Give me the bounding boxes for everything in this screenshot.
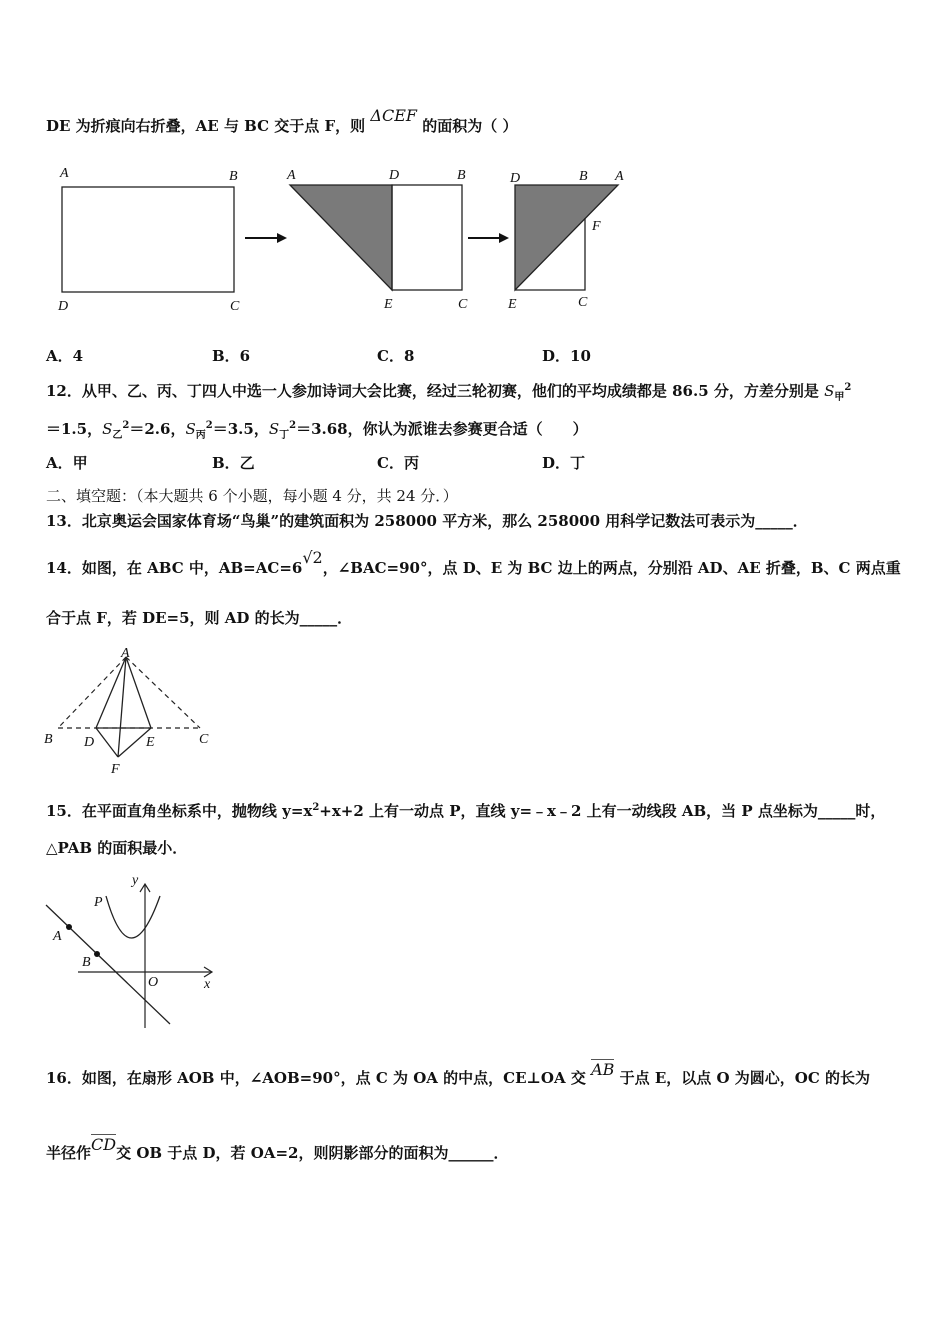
r1-label-d: D <box>58 299 69 314</box>
q12-option-b[interactable]: B．乙 <box>212 454 255 472</box>
q14-part-2: ，∠BAC=90°，点 D、E 为 BC 边上的两点，分别沿 AD、AE 折叠，B、C 两点重 <box>322 559 901 577</box>
q12-sq-yi: 2 <box>122 420 130 431</box>
q15-sup-2: 2 <box>312 802 320 813</box>
q15-label-b: B <box>82 955 91 970</box>
q14-label-c: C <box>199 732 209 747</box>
q15-line-2: △PAB 的面积最小． <box>46 839 188 857</box>
q11-option-a[interactable]: A．4 <box>46 347 84 365</box>
q15-label-y: y <box>132 873 139 888</box>
q16-arc-cd: CD <box>91 1135 117 1154</box>
q11-shaded-triangle-1 <box>290 185 392 290</box>
q16-part-1: 16．如图，在扇形 AOB 中，∠AOB=90°，点 C 为 OA 的中点，CE⊥OA 交 <box>46 1069 586 1087</box>
q12-sub-jia: 甲 <box>834 392 845 403</box>
q14-line-df <box>96 728 118 757</box>
q15-line-1 <box>46 800 885 821</box>
q11-prefix: DE 为折痕向右折叠，AE 与 BC 交于点 F，则 <box>46 117 366 135</box>
q15-label-a: A <box>53 929 62 944</box>
q11-figure <box>40 160 640 320</box>
q14-dashed-ab <box>58 657 126 728</box>
q11-option-c[interactable]: C．8 <box>377 347 415 365</box>
q12-s-jia: S <box>824 382 835 400</box>
r2-label-c: C <box>458 297 468 312</box>
q14-label-f: F <box>111 762 120 777</box>
arrow-2-head <box>499 233 509 243</box>
q16-line-2 <box>46 1135 509 1163</box>
q11-rect-abcd <box>62 187 234 292</box>
q15-parabola <box>106 896 160 938</box>
q12-line-1 <box>46 380 851 403</box>
q15-point-a <box>66 924 72 930</box>
q15-part-2: +x+2 上有一动点 P，直线 y=﹣x﹣2 上有一动线段 AB，当 P 点坐标为_____时， <box>319 802 886 820</box>
q14-label-e: E <box>146 735 155 750</box>
q12-sq-ding: 2 <box>289 420 297 431</box>
q12-sq-jia: 2 <box>844 382 852 393</box>
q12-s-bing: S <box>185 420 196 438</box>
q13-stem: 13．北京奥运会国家体育场“鸟巢”的建筑面积为 258000 平方米，那么 258000 用科学记数法可表示为_____． <box>46 512 808 530</box>
r3-label-f: F <box>592 219 601 234</box>
q16-part-4: 交 OB 于点 D，若 OA=2，则阴影部分的面积为______． <box>116 1144 509 1162</box>
q11-stem <box>46 106 518 136</box>
triangle-cef: ΔCEF <box>370 106 417 125</box>
q14-label-d: D <box>84 735 95 750</box>
q14-line-1 <box>46 548 901 578</box>
q11-rect-debc <box>392 185 462 290</box>
q14-sqrt-2: √2 <box>302 548 323 567</box>
r2-label-e: E <box>384 297 393 312</box>
r3-label-b: B <box>579 169 588 184</box>
r3-label-c: C <box>578 295 588 310</box>
q12-sub-bing: 丙 <box>195 430 206 441</box>
arrow-1-head <box>277 233 287 243</box>
r2-label-d: D <box>389 168 400 183</box>
r3-label-e: E <box>508 297 517 312</box>
q16-part-2: 于点 E，以点 O 为圆心，OC 的长为 <box>619 1069 871 1087</box>
q12-s-ding: S <box>268 420 280 438</box>
q12-val-bing: ＝3.5， <box>212 420 269 438</box>
q12-sub-ding: 丁 <box>279 430 290 441</box>
q15-label-o: O <box>148 975 159 990</box>
q15-line <box>46 905 170 1024</box>
q12-val-yi: ＝2.6， <box>129 420 186 438</box>
q16-line-1 <box>46 1060 871 1088</box>
q12-sq-bing: 2 <box>205 420 213 431</box>
section-2-heading: 二、填空题：（本大题共 6 个小题，每小题 4 分，共 24 分．） <box>46 487 458 505</box>
q15-point-b <box>94 951 100 957</box>
r1-label-b: B <box>229 169 238 184</box>
q14-line-2: 合于点 F，若 DE=5，则 AD 的长为_____． <box>46 609 353 627</box>
r3-label-a: A <box>615 169 624 184</box>
q11-shaded-triangle-2 <box>515 185 618 290</box>
q12-option-c[interactable]: C．丙 <box>377 454 419 472</box>
r2-label-a: A <box>287 168 296 183</box>
q11-option-d[interactable]: D．10 <box>542 347 591 365</box>
r2-label-b: B <box>457 168 466 183</box>
q12-val-ding: ＝3.68，你认为派谁去参赛更合适（ ） <box>296 420 588 438</box>
q14-part-1: 14．如图，在 ABC 中，AB=AC=6 <box>46 559 303 577</box>
q12-val-jia: ＝1.5， <box>46 420 103 438</box>
q12-sub-yi: 乙 <box>112 430 123 441</box>
q16-part-3: 半径作 <box>46 1144 92 1162</box>
q14-label-b: B <box>44 732 53 747</box>
q11-option-b[interactable]: B．6 <box>212 347 251 365</box>
q12-stem: 12．从甲、乙、丙、丁四人中选一人参加诗词大会比赛，经过三轮初赛，他们的平均成绩都是 86.5 分，方差分别是 <box>46 382 819 400</box>
r1-label-a: A <box>60 166 69 181</box>
q12-option-d[interactable]: D．丁 <box>542 454 586 472</box>
q12-line-2 <box>46 418 588 441</box>
q11-suffix: 的面积为（ ） <box>422 117 518 135</box>
q14-line-ae <box>126 657 151 728</box>
q15-label-x: x <box>204 977 211 992</box>
q14-dashed-ac <box>126 657 200 728</box>
q12-s-yi: S <box>102 420 113 438</box>
q15-part-1: 15．在平面直角坐标系中，抛物线 y=x <box>46 802 313 820</box>
q14-label-a: A <box>121 646 130 661</box>
r1-label-c: C <box>230 299 240 314</box>
r3-label-d: D <box>510 171 521 186</box>
q16-arc-ab: AB <box>591 1060 615 1079</box>
q15-figure <box>40 870 230 1035</box>
q12-option-a[interactable]: A．甲 <box>46 454 88 472</box>
q14-figure <box>40 645 220 777</box>
q15-label-p: P <box>94 895 103 910</box>
